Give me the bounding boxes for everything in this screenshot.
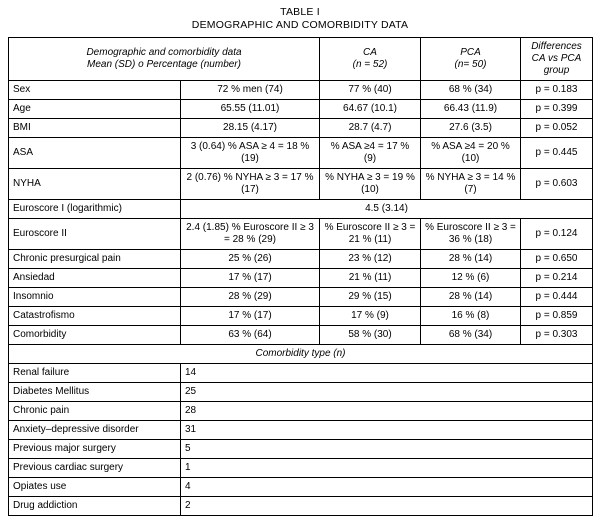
table-row	[9, 288, 593, 307]
row-label: Insomnio	[9, 288, 181, 307]
row-value-pca: % Euroscore II ≥ 3 = 36 % (18)	[421, 219, 521, 250]
row-value-pca: 27.6 (3.5)	[421, 119, 521, 138]
table-row	[9, 478, 593, 497]
comorbidity-label: Previous major surgery	[9, 440, 181, 459]
row-value-ca: % ASA ≥4 = 17 % (9)	[320, 138, 421, 169]
comorbidity-type-title: Comorbidity type (n)	[9, 345, 593, 364]
row-value-pca: 16 % (8)	[421, 307, 521, 326]
row-value-all: 65.55 (11.01)	[181, 100, 320, 119]
row-value-pca: % NYHA ≥ 3 = 14 % (7)	[421, 169, 521, 200]
row-value-pca: 28 % (14)	[421, 288, 521, 307]
comorbidity-value: 31	[181, 421, 593, 440]
comorbidity-label: Diabetes Mellitus	[9, 383, 181, 402]
table-row	[9, 440, 593, 459]
row-value-ca: 64.67 (10.1)	[320, 100, 421, 119]
table-row	[9, 269, 593, 288]
row-value-all: 72 % men (74)	[181, 81, 320, 100]
row-value-ca: % NYHA ≥ 3 = 19 % (10)	[320, 169, 421, 200]
row-value-pca: 66.43 (11.9)	[421, 100, 521, 119]
table-row	[9, 459, 593, 478]
table-header-row	[9, 38, 593, 81]
row-value-all: 28 % (29)	[181, 288, 320, 307]
table-caption	[8, 6, 592, 32]
row-value-ca: 21 % (11)	[320, 269, 421, 288]
row-value-ca: 29 % (15)	[320, 288, 421, 307]
comorbidity-label: Anxiety–depressive disorder	[9, 421, 181, 440]
row-value-p: p = 0.052	[521, 119, 593, 138]
comorbidity-label: Opiates use	[9, 478, 181, 497]
row-label: Euroscore I (logarithmic)	[9, 200, 181, 219]
table-number: TABLE I	[280, 6, 320, 18]
comorbidity-value: 1	[181, 459, 593, 478]
row-value-all: 25 % (26)	[181, 250, 320, 269]
row-value-p: p = 0.445	[521, 138, 593, 169]
table-row	[9, 364, 593, 383]
table-title: DEMOGRAPHIC AND COMORBIDITY DATA	[191, 19, 409, 31]
row-label: BMI	[9, 119, 181, 138]
table-row	[9, 81, 593, 100]
row-value-pca: % ASA ≥4 = 20 % (10)	[421, 138, 521, 169]
row-label: Euroscore II	[9, 219, 181, 250]
table-row	[9, 219, 593, 250]
row-label: Comorbidity	[9, 326, 181, 345]
row-label: Catastrofismo	[9, 307, 181, 326]
row-value-all: 4.5 (3.14)	[181, 200, 593, 219]
row-value-all: 28.15 (4.17)	[181, 119, 320, 138]
row-label: ASA	[9, 138, 181, 169]
row-value-all: 2 (0.76) % NYHA ≥ 3 = 17 % (17)	[181, 169, 320, 200]
row-value-all: 17 % (17)	[181, 307, 320, 326]
row-value-all: 63 % (64)	[181, 326, 320, 345]
row-value-ca: % Euroscore II ≥ 3 = 21 % (11)	[320, 219, 421, 250]
comorbidity-value: 25	[181, 383, 593, 402]
row-value-p: p = 0.444	[521, 288, 593, 307]
row-value-ca: 58 % (30)	[320, 326, 421, 345]
table-row	[9, 169, 593, 200]
table-row	[9, 200, 593, 219]
row-value-ca: 23 % (12)	[320, 250, 421, 269]
header-ca: CA (n = 52)	[320, 38, 421, 81]
comorbidity-label: Chronic pain	[9, 402, 181, 421]
comorbidity-value: 2	[181, 497, 593, 516]
table-row	[9, 497, 593, 516]
table-row	[9, 421, 593, 440]
comorbidity-label: Drug addiction	[9, 497, 181, 516]
row-value-ca: 77 % (40)	[320, 81, 421, 100]
row-value-all: 2.4 (1.85) % Euroscore II ≥ 3 = 28 % (29)	[181, 219, 320, 250]
row-value-ca: 17 % (9)	[320, 307, 421, 326]
demographic-comorbidity-table	[8, 37, 593, 516]
row-value-all: 17 % (17)	[181, 269, 320, 288]
row-value-all: 3 (0.64) % ASA ≥ 4 = 18 % (19)	[181, 138, 320, 169]
comorbidity-label: Renal failure	[9, 364, 181, 383]
row-value-pca: 12 % (6)	[421, 269, 521, 288]
table-row	[9, 307, 593, 326]
row-label: NYHA	[9, 169, 181, 200]
table-row	[9, 326, 593, 345]
comorbidity-value: 5	[181, 440, 593, 459]
row-label: Sex	[9, 81, 181, 100]
row-value-p: p = 0.214	[521, 269, 593, 288]
row-value-p: p = 0.603	[521, 169, 593, 200]
comorbidity-value: 28	[181, 402, 593, 421]
header-demographic: Demographic and comorbidity data Mean (SD) o Percentage (number)	[9, 38, 320, 81]
row-value-ca: 28.7 (4.7)	[320, 119, 421, 138]
row-label: Age	[9, 100, 181, 119]
table-row	[9, 383, 593, 402]
row-value-p: p = 0.183	[521, 81, 593, 100]
section-header-row	[9, 345, 593, 364]
table-row	[9, 402, 593, 421]
header-pca: PCA (n= 50)	[421, 38, 521, 81]
comorbidity-value: 14	[181, 364, 593, 383]
row-value-p: p = 0.859	[521, 307, 593, 326]
comorbidity-value: 4	[181, 478, 593, 497]
table-row	[9, 138, 593, 169]
table-row	[9, 100, 593, 119]
row-label: Chronic presurgical pain	[9, 250, 181, 269]
row-value-p: p = 0.303	[521, 326, 593, 345]
row-value-pca: 28 % (14)	[421, 250, 521, 269]
row-value-p: p = 0.124	[521, 219, 593, 250]
table-row	[9, 119, 593, 138]
header-differences: Differences CA vs PCA group	[521, 38, 593, 81]
row-value-pca: 68 % (34)	[421, 81, 521, 100]
row-value-p: p = 0.650	[521, 250, 593, 269]
row-label: Ansiedad	[9, 269, 181, 288]
row-value-p: p = 0.399	[521, 100, 593, 119]
table-row	[9, 250, 593, 269]
comorbidity-label: Previous cardiac surgery	[9, 459, 181, 478]
row-value-pca: 68 % (34)	[421, 326, 521, 345]
